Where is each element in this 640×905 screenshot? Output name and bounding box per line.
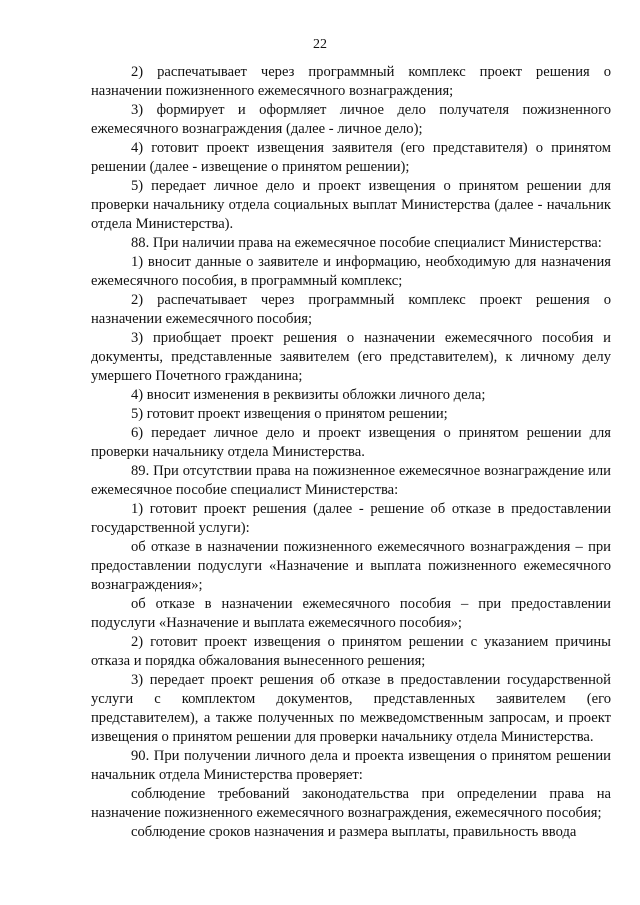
paragraph: 6) передает личное дело и проект извещения о принятом решении для проверки начальнику отдела Министерства.: [91, 425, 611, 460]
paragraph: 3) передает проект решения об отказе в предоставлении государственной услуги с комплектом документов, представленных заявителем (его представителем), а также полученных по межведомственным запросам, и проект извещения о принятом решении для проверки начальнику отдела Министерства.: [91, 672, 611, 745]
paragraph: 1) готовит проект решения (далее - решение об отказе в предоставлении государственной услуги):: [91, 501, 611, 536]
paragraph: 3) формирует и оформляет личное дело получателя пожизненного ежемесячного вознаграждения (далее - личное дело);: [91, 102, 611, 137]
paragraph: 3) приобщает проект решения о назначении ежемесячного пособия и документы, представленные заявителем (его представителем), к личному делу умершего Почетного гражданина;: [91, 330, 611, 384]
paragraph-section-90: 90. При получении личного дела и проекта извещения о принятом решении начальник отдела Министерства проверяет:: [91, 748, 611, 783]
paragraph: 4) готовит проект извещения заявителя (его представителя) о принятом решении (далее - извещение о принятом решении);: [91, 140, 611, 175]
paragraph-section-89: 89. При отсутствии права на пожизненное ежемесячное вознаграждение или ежемесячное пособие специалист Министерства:: [91, 463, 611, 498]
paragraph: 4) вносит изменения в реквизиты обложки личного дела;: [131, 387, 486, 403]
paragraph: 5) передает личное дело и проект извещения о принятом решении для проверки начальнику отдела социальных выплат Министерства (далее - начальник отдела Министерства).: [91, 178, 611, 232]
paragraph: 5) готовит проект извещения о принятом решении;: [131, 406, 448, 422]
paragraph: 2) распечатывает через программный комплекс проект решения о назначении ежемесячного пособия;: [91, 292, 611, 327]
paragraph: 2) готовит проект извещения о принятом решении с указанием причины отказа и порядка обжалования вынесенного решения;: [91, 634, 611, 669]
page-number: 22: [313, 37, 327, 52]
document-body: [91, 63, 611, 842]
paragraph: об отказе в назначении ежемесячного пособия – при предоставлении подуслуги «Назначение и выплата ежемесячного пособия»;: [91, 596, 611, 631]
paragraph: об отказе в назначении пожизненного ежемесячного вознаграждения – при предоставлении подуслуги «Назначение и выплата пожизненного ежемесячного вознаграждения»;: [91, 539, 611, 593]
paragraph: соблюдение сроков назначения и размера выплаты, правильность ввода: [131, 824, 577, 840]
paragraph-section-88: 88. При наличии права на ежемесячное пособие специалист Министерства:: [131, 235, 602, 251]
paragraph: 2) распечатывает через программный комплекс проект решения о назначении пожизненного ежемесячного вознаграждения;: [91, 64, 611, 99]
paragraph: соблюдение требований законодательства при определении права на назначение пожизненного ежемесячного вознаграждения, ежемесячного пособия;: [91, 786, 611, 821]
paragraph: 1) вносит данные о заявителе и информацию, необходимую для назначения ежемесячного пособия, в программный комплекс;: [91, 254, 611, 289]
